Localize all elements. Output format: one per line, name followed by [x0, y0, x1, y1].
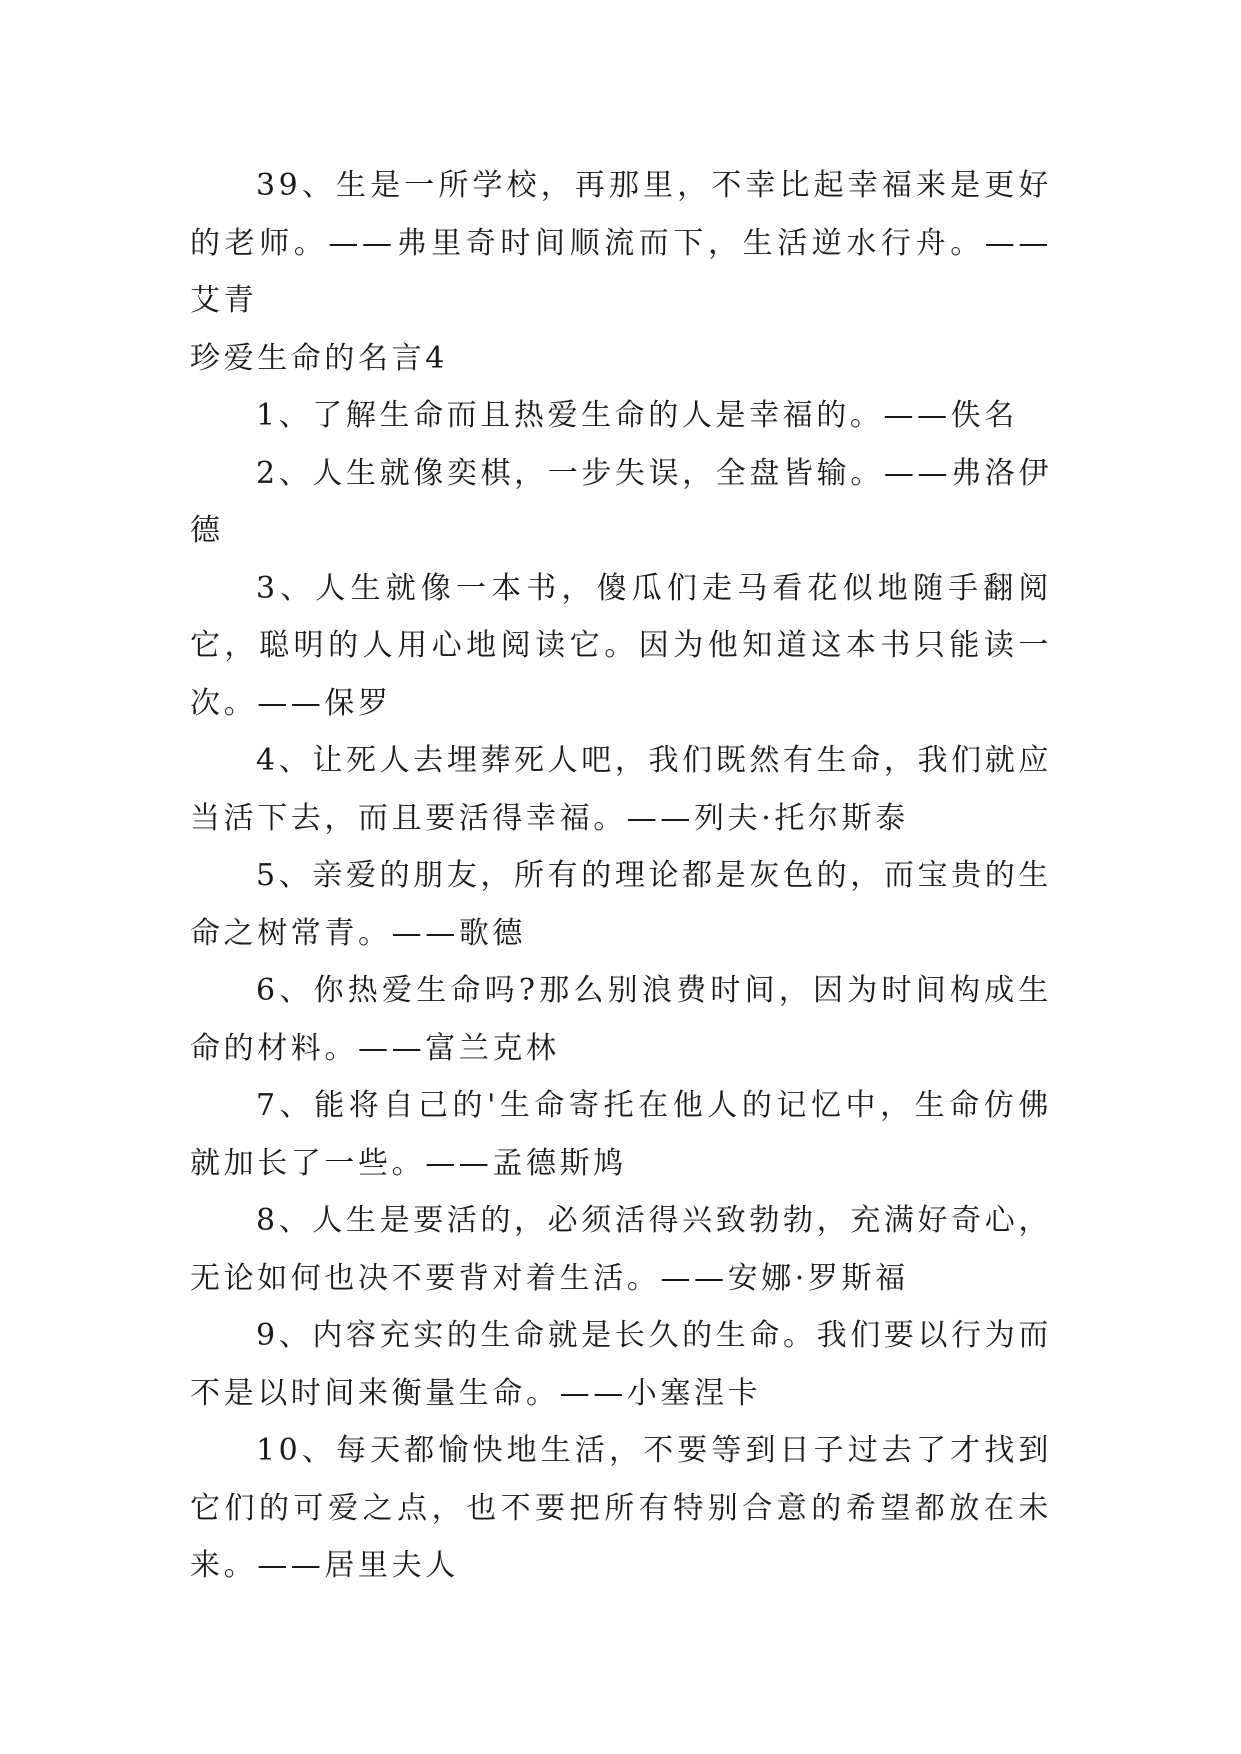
quote-7: 7、能将自己的'生命寄托在他人的记忆中，生命仿佛就加长了一些。——孟德斯鸠 — [190, 1088, 1052, 1181]
quote-10: 10、每天都愉快地生活，不要等到日子过去了才找到它们的可爱之点，也不要把所有特别合意的希望都放在未来。——居里夫人 — [190, 1433, 1052, 1583]
paragraph-39: 39、生是一所学校，再那里，不幸比起幸福来是更好的老师。——弗里奇时间顺流而下，生活逆水行舟。——艾青 — [190, 168, 1052, 318]
quote-8: 8、人生是要活的，必须活得兴致勃勃，充满好奇心，无论如何也决不要背对着生活。——安娜·罗斯福 — [190, 1203, 1052, 1296]
quote-5: 5、亲爱的朋友，所有的理论都是灰色的，而宝贵的生命之树常青。——歌德 — [190, 858, 1052, 951]
document-body — [190, 157, 1052, 1595]
quote-9: 9、内容充实的生命就是长久的生命。我们要以行为而不是以时间来衡量生命。——小塞涅卡 — [190, 1318, 1052, 1411]
quote-4: 4、让死人去埋葬死人吧，我们既然有生命，我们就应当活下去，而且要活得幸福。——列夫·托尔斯泰 — [190, 743, 1052, 836]
quote-1: 1、了解生命而且热爱生命的人是幸福的。——佚名 — [256, 398, 1018, 433]
quote-3: 3、人生就像一本书，傻瓜们走马看花似地随手翻阅它，聪明的人用心地阅读它。因为他知道这本书只能读一次。——保罗 — [190, 570, 1052, 721]
section-heading: 珍爱生命的名言4 — [190, 340, 448, 376]
quote-6: 6、你热爱生命吗?那么别浪费时间，因为时间构成生命的材料。——富兰克林 — [190, 973, 1052, 1066]
quote-2: 2、人生就像奕棋，一步失误，全盘皆输。——弗洛伊德 — [190, 455, 1052, 548]
